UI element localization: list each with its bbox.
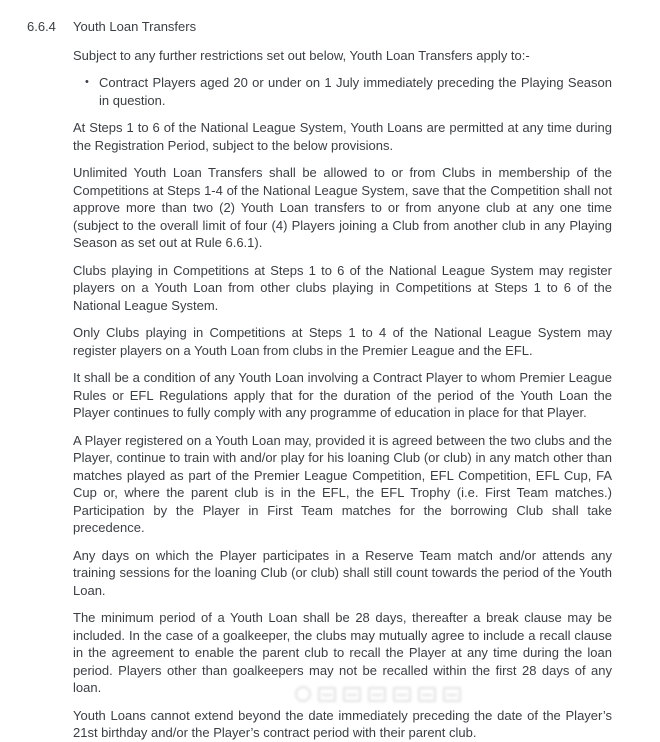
- bullet-text: Contract Players aged 20 or under on 1 July immediately preceding the Playing Season in question.: [99, 75, 612, 108]
- paragraph-clubs-steps-1-4: Only Clubs playing in Competitions at Steps 1 to 4 of the National League System may register players on a Youth Loan from clubs in the Premier League and the EFL.: [73, 325, 612, 358]
- bullet-item: [73, 74, 612, 109]
- paragraph-education-condition: It shall be a condition of any Youth Loan involving a Contract Player to whom Premier League Rules or EFL Regulations apply that for the duration of the period of the Youth Loan the Player continues to fully comply with any programme of education in place for that Player.: [73, 370, 612, 420]
- section-heading: [27, 18, 612, 36]
- paragraph-clubs-steps-1-6: Clubs playing in Competitions at Steps 1 to 6 of the National League System may register players on a Youth Loan from other clubs playing in Competitions at Steps 1 to 6 of the National League System.: [73, 262, 612, 313]
- paragraph-training-with-loaning-club: A Player registered on a Youth Loan may, provided it is agreed between the two clubs and the Player, continue to train with and/or play for his loaning Club (or club) in any match other than matches played as part of the Premier League Competition, EFL Competition, EFL Cup, FA Cup or, where the parent club is in the EFL, the EFL Trophy (i.e. First Team matches.) Participation by the Player in First Team matches for the borrowing Club shall take precedence.: [73, 432, 612, 535]
- bullet-icon: •: [85, 76, 89, 88]
- paragraph-loan-end-date: Youth Loans cannot extend beyond the date immediately preceding the date of the Player’s 21st birthday and/or the Player’s contract period with their parent club.: [73, 707, 612, 740]
- paragraph-reserve-team-days: Any days on which the Player participates in a Reserve Team match and/or attends any training sessions for the loaning Club (or club) shall still count towards the period of the Youth Loan.: [73, 547, 612, 598]
- section-number: 6.6.4: [27, 19, 56, 34]
- intro-paragraph: Subject to any further restrictions set out below, Youth Loan Transfers apply to:-: [73, 47, 530, 63]
- section-title: Youth Loan Transfers: [73, 19, 197, 34]
- paragraph-youth-loan-steps: At Steps 1 to 6 of the National League System, Youth Loans are permitted at any time during the Registration Period, subject to the below provisions.: [73, 120, 612, 153]
- section-body: [73, 47, 612, 742]
- paragraph-minimum-period: The minimum period of a Youth Loan shall be 28 days, thereafter a break clause may be included. In the case of a goalkeeper, the clubs may mutually agree to include a recall clause in the agreement to enable the parent club to recall the Player at any time during the loan period. Players other than goalkeepers may not be recalled within the first 28 days of any loan.: [73, 610, 612, 695]
- paragraph-unlimited-transfers: Unlimited Youth Loan Transfers shall be allowed to or from Clubs in membership of the Competitions at Steps 1-4 of the National League System, save that the Competition shall not approve more than two (2) Youth Loan transfers to or from anyone club at any one time (subject to the overall limit of four (4) Players joining a Club from another club in any Playing Season as set out at Rule 6.6.1).: [73, 165, 612, 250]
